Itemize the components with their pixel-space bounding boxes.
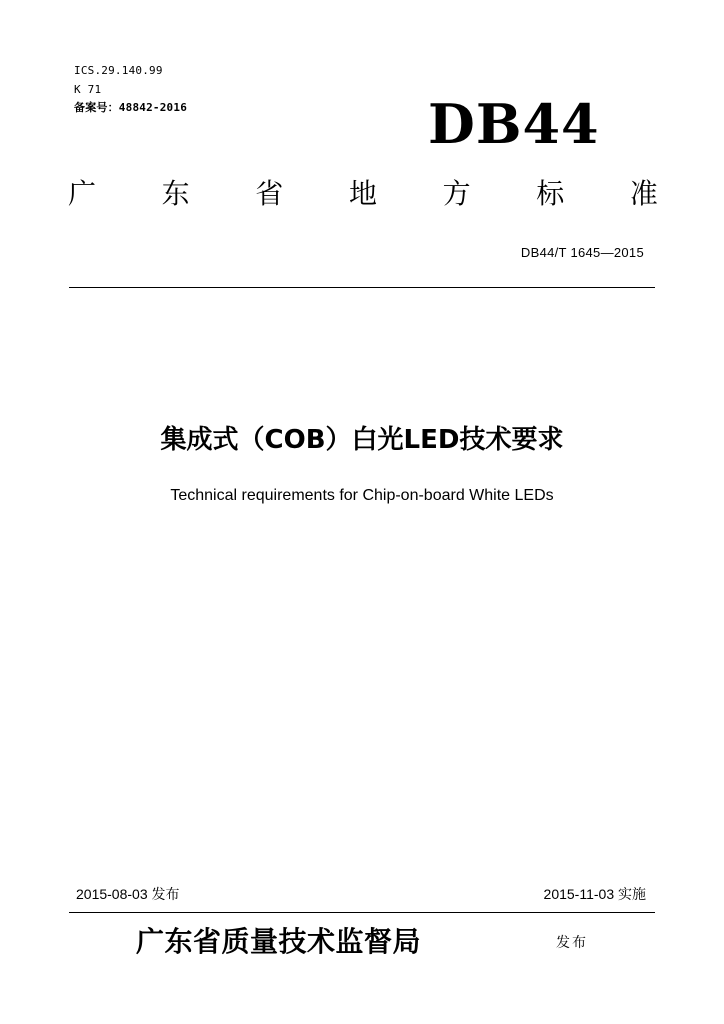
standard-type-char: 地 (348, 177, 377, 210)
ics-code: ICS.29.140.99 (74, 64, 163, 77)
issuing-authority: 广东省质量技术监督局 (136, 925, 422, 958)
top-divider (69, 287, 655, 288)
db44-logo: DB44 (428, 92, 600, 156)
standard-type-char: 广 (67, 177, 96, 210)
standard-type-heading (64, 174, 662, 214)
standard-number: DB44/T 1645—2015 (520, 245, 644, 260)
classification-code: K 71 (74, 83, 102, 96)
standard-type-char: 准 (629, 177, 658, 210)
standard-type-char: 标 (536, 177, 565, 210)
issue-date: 2015-08-03 发布 (76, 886, 180, 902)
document-subtitle: Technical requirements for Chip-on-board White LEDs (170, 487, 554, 504)
implementation-date: 2015-11-03 实施 (543, 886, 646, 902)
standard-type-char: 方 (442, 177, 471, 210)
record-number: 备案号：48842-2016 (74, 101, 188, 114)
standard-type-char: 省 (255, 177, 284, 210)
bottom-divider (69, 912, 655, 913)
issued-label: 发布 (556, 935, 588, 951)
document-title: 集成式（COB）白光LED技术要求 (160, 425, 564, 455)
standard-type-char: 东 (161, 177, 190, 210)
